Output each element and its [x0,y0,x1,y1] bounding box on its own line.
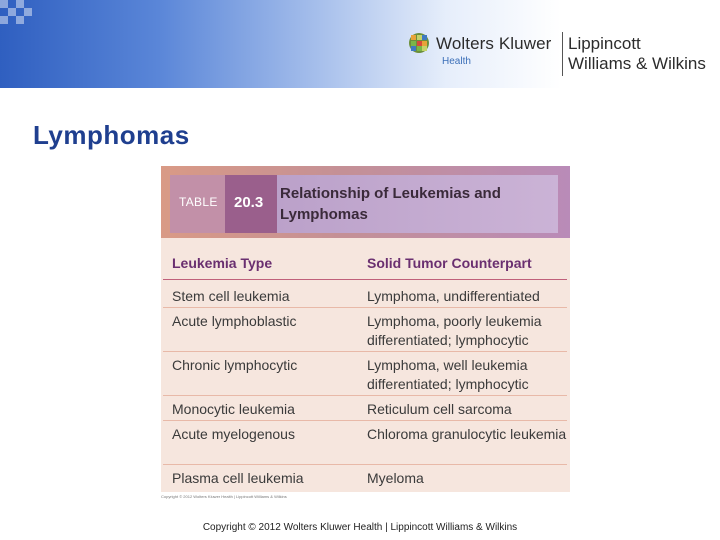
table-title [280,183,550,225]
cell-solid-tumor: Lymphoma, undifferentiated [367,288,540,304]
cell-solid-tumor: Reticulum cell sarcoma [367,401,512,417]
row-divider [163,395,567,396]
table-number: 20.3 [234,194,264,211]
table-title-line1: Relationship of Leukemias and [280,185,501,202]
column-header-solid-tumor: Solid Tumor Counterpart [367,255,532,271]
column-header-leukemia-type: Leukemia Type [172,255,273,271]
table-label: TABLE [179,195,218,209]
brand-lippincott: Lippincott [568,34,641,53]
header-rule [163,279,567,280]
cell-leukemia-type: Acute lymphoblastic [172,313,297,329]
row-divider [163,307,567,308]
cell-leukemia-type: Plasma cell leukemia [172,470,304,486]
row-divider [163,351,567,352]
cell-solid-tumor: Chloroma granulocytic leukemia [367,426,567,442]
cell-solid-tumor: Myeloma [367,470,424,486]
cell-leukemia-type: Monocytic leukemia [172,401,295,417]
wolters-kluwer-logo-icon [408,32,430,54]
brand-divider [562,32,563,76]
cell-leukemia-type: Acute myelogenous [172,426,295,442]
brand-wolters-kluwer: Wolters Kluwer [436,34,552,53]
slide-title: Lymphomas [33,120,190,150]
footer-copyright: Copyright © 2012 Wolters Kluwer Health | Lippincott Williams & Wilkins [202,522,518,533]
cell-solid-tumor: Lymphoma, well leukemia differentiated; lymphocytic [367,357,529,392]
table-title-line2: Lymphomas [280,206,368,223]
decorative-checker-pattern [0,0,34,22]
row-divider [163,464,567,465]
cell-leukemia-type: Stem cell leukemia [172,288,290,304]
cell-leukemia-type: Chronic lymphocytic [172,357,298,373]
header-band [0,0,720,88]
cell-solid-tumor: Lymphoma, poorly leukemia differentiated; lymphocytic [367,313,542,348]
brand-health: Health [442,56,471,67]
brand-williams-wilkins: Williams & Wilkins [568,54,706,73]
figure-credit: Copyright © 2012 Wolters Kluwer Health | Lippincott Williams & Wilkins [161,494,287,499]
table-figure [161,166,570,492]
row-divider [163,420,567,421]
